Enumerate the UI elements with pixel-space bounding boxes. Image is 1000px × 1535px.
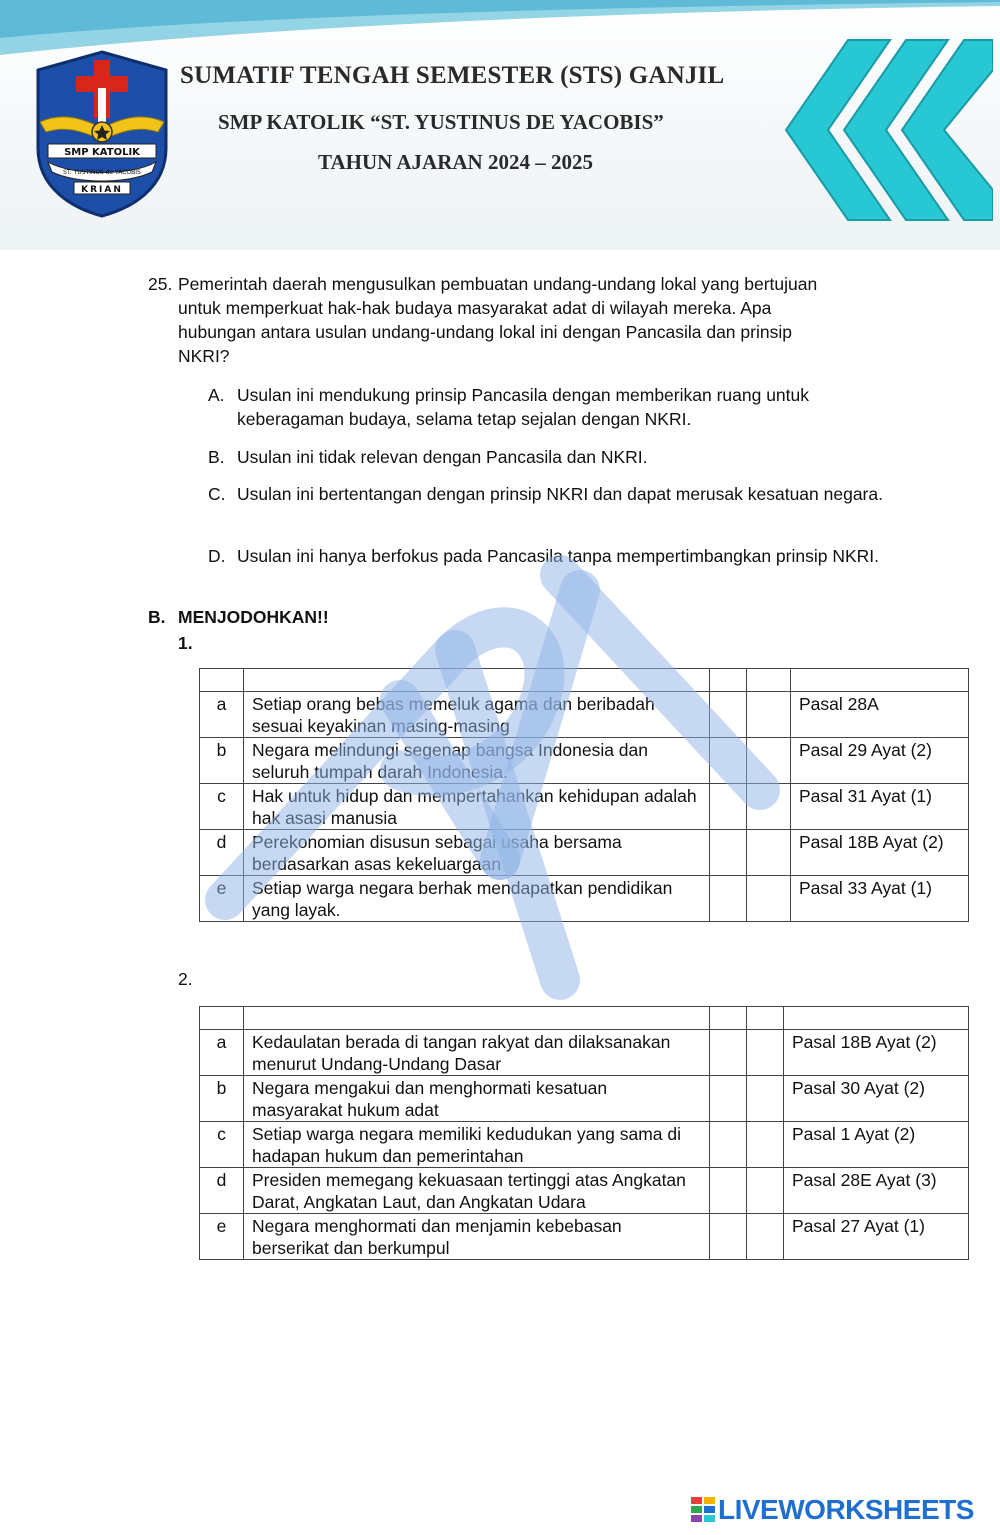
row-statement: Setiap warga negara berhak mendapatkan pendidikan yang layak. bbox=[244, 876, 710, 922]
answer-slot-right[interactable] bbox=[747, 784, 791, 830]
section-heading: MENJODOHKAN!! bbox=[178, 607, 329, 627]
option-text: Usulan ini tidak relevan dengan Pancasila dan NKRI. bbox=[237, 447, 648, 467]
row-article: Pasal 31 Ayat (1) bbox=[791, 784, 969, 830]
logo-ribbon-text: ST. YUSTINUS de YACOBIS bbox=[63, 169, 141, 176]
row-letter: a bbox=[200, 692, 244, 738]
answer-slot-right[interactable] bbox=[747, 1122, 784, 1168]
table-row bbox=[200, 1214, 969, 1260]
answer-slot-right[interactable] bbox=[747, 830, 791, 876]
question-text: Pemerintah daerah mengusulkan pembuatan undang-undang lokal yang bertujuan untuk memperkuat hak-hak budaya masyarakat adat di wilayah mereka. Apa hubungan antara usulan undang-undang lokal ini dengan Pancasila dan prinsip NKRI? bbox=[178, 274, 818, 366]
blank-cell bbox=[244, 1007, 710, 1030]
row-article: Pasal 33 Ayat (1) bbox=[791, 876, 969, 922]
matching-table-1 bbox=[199, 668, 969, 922]
row-letter: c bbox=[200, 784, 244, 830]
row-statement: Perekonomian disusun sebagai usaha bersama berdasarkan asas kekeluargaan bbox=[244, 830, 710, 876]
option-letter: C. bbox=[208, 484, 226, 504]
question-number: 25. bbox=[148, 274, 173, 294]
table-row bbox=[200, 784, 969, 830]
matching-table-2 bbox=[199, 1006, 969, 1260]
row-letter: d bbox=[200, 830, 244, 876]
answer-slot-right[interactable] bbox=[747, 1030, 784, 1076]
answer-slot-left[interactable] bbox=[710, 1076, 747, 1122]
answer-slot-left[interactable] bbox=[710, 830, 747, 876]
table-row bbox=[200, 1168, 969, 1214]
answer-slot-right[interactable] bbox=[747, 1168, 784, 1214]
row-article: Pasal 30 Ayat (2) bbox=[784, 1076, 969, 1122]
row-letter: e bbox=[200, 876, 244, 922]
liveworksheets-brand[interactable]: LIVEWORKSHEETS bbox=[718, 1494, 974, 1525]
row-statement: Hak untuk hidup dan mempertahankan kehidupan adalah hak asasi manusia bbox=[244, 784, 710, 830]
table-row bbox=[200, 692, 969, 738]
row-statement: Negara menghormati dan menjamin kebebasan berserikat dan berkumpul bbox=[244, 1214, 710, 1260]
answer-slot-left[interactable] bbox=[710, 1122, 747, 1168]
chevron-decoration-icon bbox=[778, 30, 993, 230]
answer-slot-right[interactable] bbox=[747, 876, 791, 922]
part-1-label: 1. bbox=[178, 633, 193, 653]
row-letter: c bbox=[200, 1122, 244, 1168]
row-article: Pasal 18B Ayat (2) bbox=[784, 1030, 969, 1076]
blank-cell bbox=[200, 1007, 244, 1030]
blank-cell bbox=[747, 669, 791, 692]
answer-slot-left[interactable] bbox=[710, 1168, 747, 1214]
row-statement: Negara mengakui dan menghormati kesatuan masyarakat hukum adat bbox=[244, 1076, 710, 1122]
row-article: Pasal 1 Ayat (2) bbox=[784, 1122, 969, 1168]
blank-cell bbox=[244, 669, 710, 692]
row-statement: Presiden memegang kekuasaan tertinggi atas Angkatan Darat, Angkatan Laut, dan Angkatan Udara bbox=[244, 1168, 710, 1214]
option-text: Usulan ini bertentangan dengan prinsip NKRI dan dapat merusak kesatuan negara. bbox=[237, 484, 883, 504]
row-article: Pasal 28E Ayat (3) bbox=[784, 1168, 969, 1214]
blank-cell bbox=[747, 1007, 784, 1030]
answer-slot-left[interactable] bbox=[710, 692, 747, 738]
page-header bbox=[0, 0, 1000, 250]
table-row bbox=[200, 1122, 969, 1168]
row-statement: Kedaulatan berada di tangan rakyat dan dilaksanakan menurut Undang-Undang Dasar bbox=[244, 1030, 710, 1076]
table-header-row bbox=[200, 669, 969, 692]
answer-slot-left[interactable] bbox=[710, 738, 747, 784]
answer-slot-right[interactable] bbox=[747, 1214, 784, 1260]
school-logo bbox=[32, 48, 172, 218]
row-statement: Setiap orang bebas memeluk agama dan beribadah sesuai keyakinan masing-masing bbox=[244, 692, 710, 738]
row-letter: d bbox=[200, 1168, 244, 1214]
option-letter: B. bbox=[208, 447, 225, 467]
table-row bbox=[200, 738, 969, 784]
row-letter: e bbox=[200, 1214, 244, 1260]
table-row bbox=[200, 1076, 969, 1122]
answer-slot-right[interactable] bbox=[747, 692, 791, 738]
blank-cell bbox=[791, 669, 969, 692]
table-row bbox=[200, 1030, 969, 1076]
answer-slot-left[interactable] bbox=[710, 1214, 747, 1260]
part-2-label: 2. bbox=[178, 969, 193, 989]
table-row bbox=[200, 830, 969, 876]
logo-bottom-text: KRIAN bbox=[81, 185, 123, 195]
row-letter: b bbox=[200, 1076, 244, 1122]
row-letter: b bbox=[200, 738, 244, 784]
blank-cell bbox=[200, 669, 244, 692]
answer-slot-left[interactable] bbox=[710, 876, 747, 922]
row-article: Pasal 29 Ayat (2) bbox=[791, 738, 969, 784]
row-article: Pasal 28A bbox=[791, 692, 969, 738]
header-title: SUMATIF TENGAH SEMESTER (STS) GANJIL bbox=[180, 62, 725, 89]
section-letter: B. bbox=[148, 607, 166, 627]
answer-slot-right[interactable] bbox=[747, 738, 791, 784]
blank-cell bbox=[710, 1007, 747, 1030]
blank-cell bbox=[784, 1007, 969, 1030]
header-year: TAHUN AJARAN 2024 – 2025 bbox=[318, 150, 593, 174]
row-article: Pasal 27 Ayat (1) bbox=[784, 1214, 969, 1260]
row-statement: Setiap warga negara memiliki kedudukan yang sama di hadapan hukum dan pemerintahan bbox=[244, 1122, 710, 1168]
answer-slot-left[interactable] bbox=[710, 1030, 747, 1076]
liveworksheets-logo-icon bbox=[690, 1494, 716, 1526]
table-header-row bbox=[200, 1007, 969, 1030]
option-text: Usulan ini mendukung prinsip Pancasila dengan memberikan ruang untuk keberagaman budaya, selama tetap sejalan dengan NKRI. bbox=[237, 385, 810, 429]
blank-cell bbox=[710, 669, 747, 692]
header-school: SMP KATOLIK “ST. YUSTINUS DE YACOBIS” bbox=[218, 110, 664, 134]
row-statement: Negara melindungi segenap bangsa Indonesia dan seluruh tumpah darah Indonesia. bbox=[244, 738, 710, 784]
answer-slot-left[interactable] bbox=[710, 784, 747, 830]
option-text: Usulan ini hanya berfokus pada Pancasila tanpa mempertimbangkan prinsip NKRI. bbox=[237, 546, 880, 566]
answer-slot-right[interactable] bbox=[747, 1076, 784, 1122]
option-letter: A. bbox=[208, 385, 225, 405]
row-article: Pasal 18B Ayat (2) bbox=[791, 830, 969, 876]
option-letter: D. bbox=[208, 546, 226, 566]
row-letter: a bbox=[200, 1030, 244, 1076]
table-row bbox=[200, 876, 969, 922]
logo-top-text: SMP KATOLIK bbox=[64, 147, 140, 158]
